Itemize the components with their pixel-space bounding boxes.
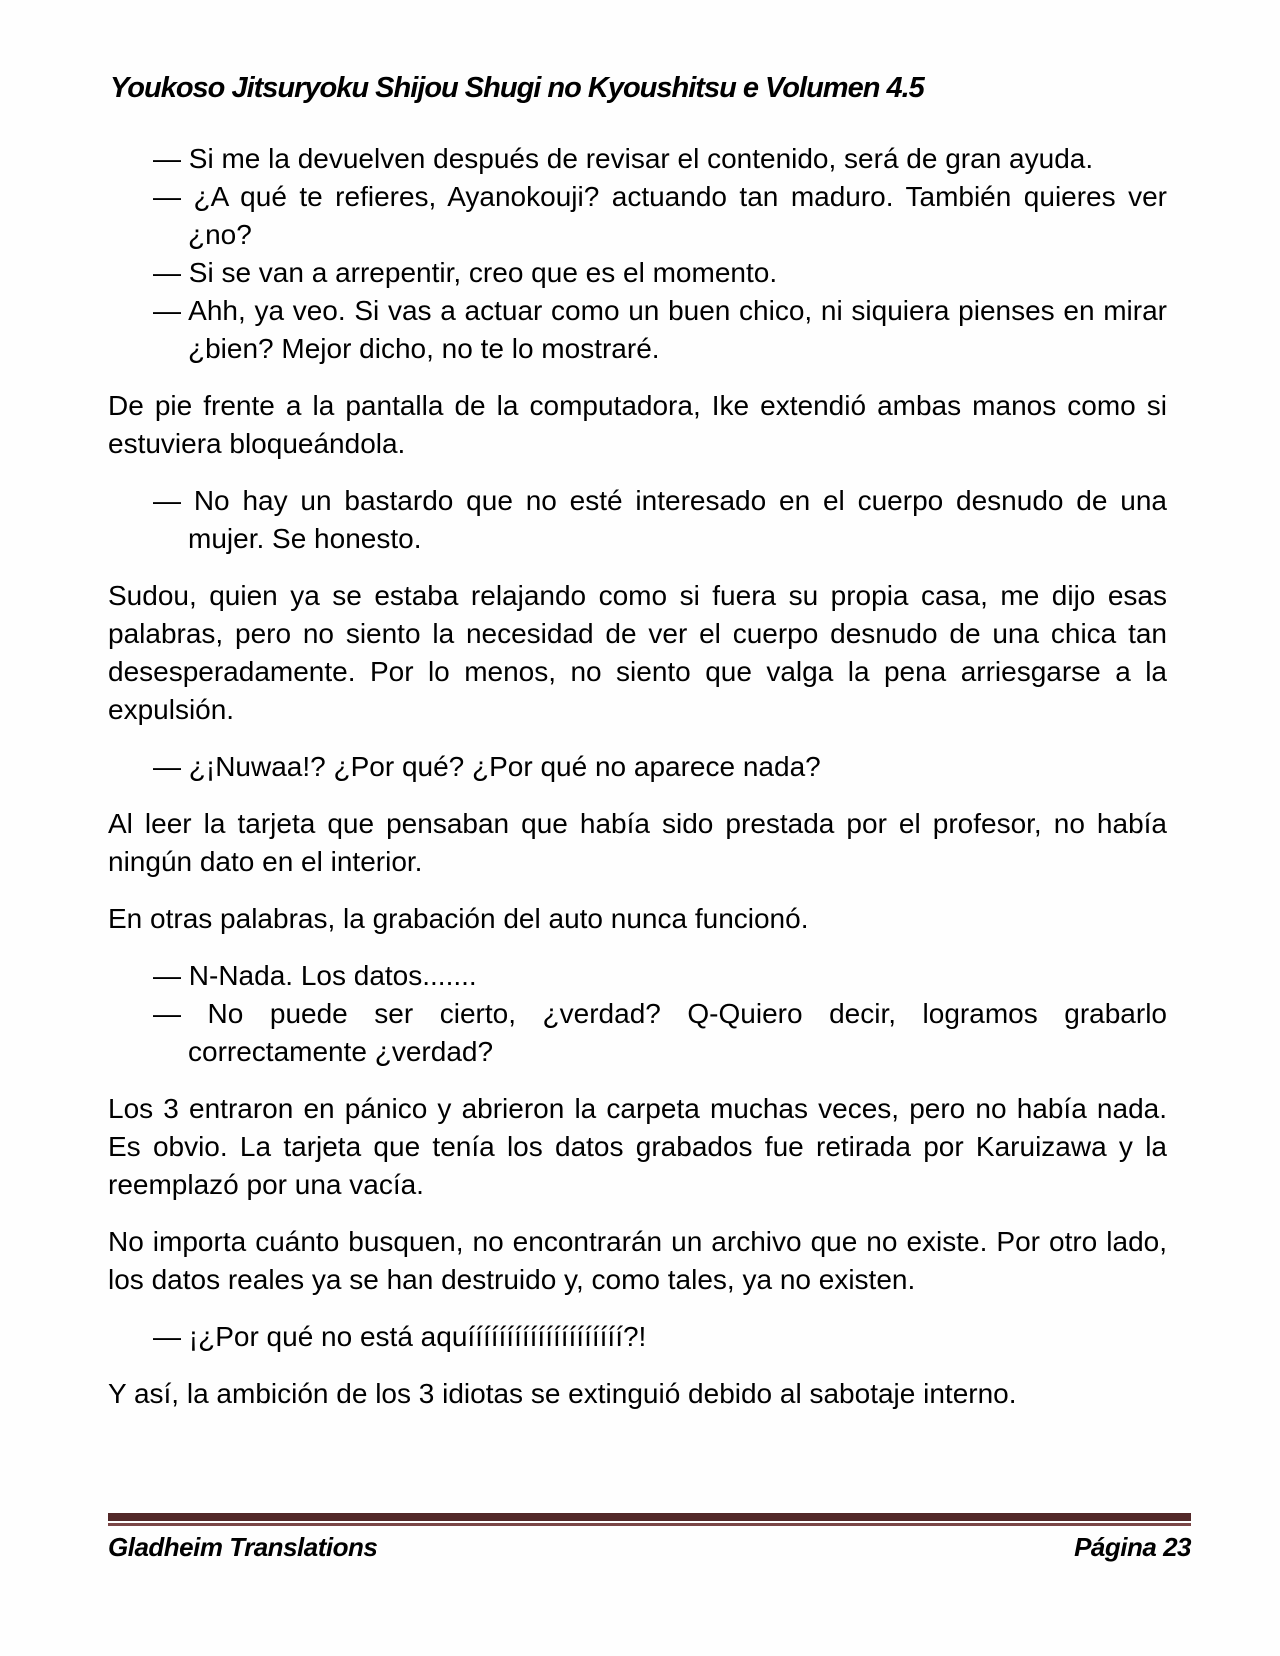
page-footer xyxy=(108,1532,1191,1563)
dialogue-line: — Ahh, ya veo. Si vas a actuar como un buen chico, ni siquiera pienses en mirar ¿bien? Mejor dicho, no te lo mostraré. xyxy=(153,295,1167,364)
dialogue-line: — ¿¡Nuwaa!? ¿Por qué? ¿Por qué no aparece nada? xyxy=(153,751,821,782)
footer-translator-credit: Gladheim Translations xyxy=(108,1532,378,1562)
paragraph: Sudou, quien ya se estaba relajando como si fuera su propia casa, me dijo esas palabras, pero no siento la necesidad de ver el cuerpo desnudo de una chica tan desesperadamente. Por lo menos, no siento que valga la pena arriesgarse a la expulsión. xyxy=(108,580,1167,725)
dialogue-line: — Si se van a arrepentir, creo que es el momento. xyxy=(153,257,778,288)
footer-divider-thick-line xyxy=(108,1513,1191,1521)
dialogue-line: — N-Nada. Los datos....... xyxy=(153,960,477,991)
dialogue-line: — ¿A qué te refieres, Ayanokouji? actuando tan maduro. También quieres ver ¿no? xyxy=(153,181,1167,250)
footer-page-number: Página 23 xyxy=(1074,1532,1191,1562)
page-body xyxy=(108,140,1167,1432)
paragraph: Al leer la tarjeta que pensaban que había sido prestada por el profesor, no había ningún dato en el interior. xyxy=(108,808,1167,877)
footer-divider-thin-line xyxy=(108,1523,1191,1526)
paragraph: Los 3 entraron en pánico y abrieron la carpeta muchas veces, pero no había nada. Es obvio. La tarjeta que tenía los datos grabados fue retirada por Karuizawa y la reemplazó por una vacía. xyxy=(108,1093,1167,1200)
paragraph: No importa cuánto busquen, no encontrarán un archivo que no existe. Por otro lado, los datos reales ya se han destruido y, como tales, ya no existen. xyxy=(108,1226,1167,1295)
footer-divider xyxy=(108,1513,1191,1526)
dialogue-line: — ¡¿Por qué no está aquíííííííííííííííííííí?! xyxy=(153,1321,647,1352)
paragraph: Y así, la ambición de los 3 idiotas se extinguió debido al sabotaje interno. xyxy=(108,1378,1017,1409)
dialogue-line: — No puede ser cierto, ¿verdad? Q-Quiero decir, logramos grabarlo correctamente ¿verdad? xyxy=(153,998,1167,1067)
dialogue-line: — Si me la devuelven después de revisar el contenido, será de gran ayuda. xyxy=(153,143,1094,174)
dialogue-group xyxy=(108,140,1167,368)
paragraph: De pie frente a la pantalla de la computadora, Ike extendió ambas manos como si estuviera bloqueándola. xyxy=(108,390,1167,459)
dialogue-group xyxy=(108,748,1167,786)
dialogue-group xyxy=(108,957,1167,1071)
dialogue-group xyxy=(108,1318,1167,1356)
paragraph: En otras palabras, la grabación del auto nunca funcionó. xyxy=(108,903,809,934)
page-header-title: Youkoso Jitsuryoku Shijou Shugi no Kyoushitsu e Volumen 4.5 xyxy=(110,72,924,104)
dialogue-line: — No hay un bastardo que no esté interesado en el cuerpo desnudo de una mujer. Se honesto. xyxy=(153,485,1167,554)
dialogue-group xyxy=(108,482,1167,558)
